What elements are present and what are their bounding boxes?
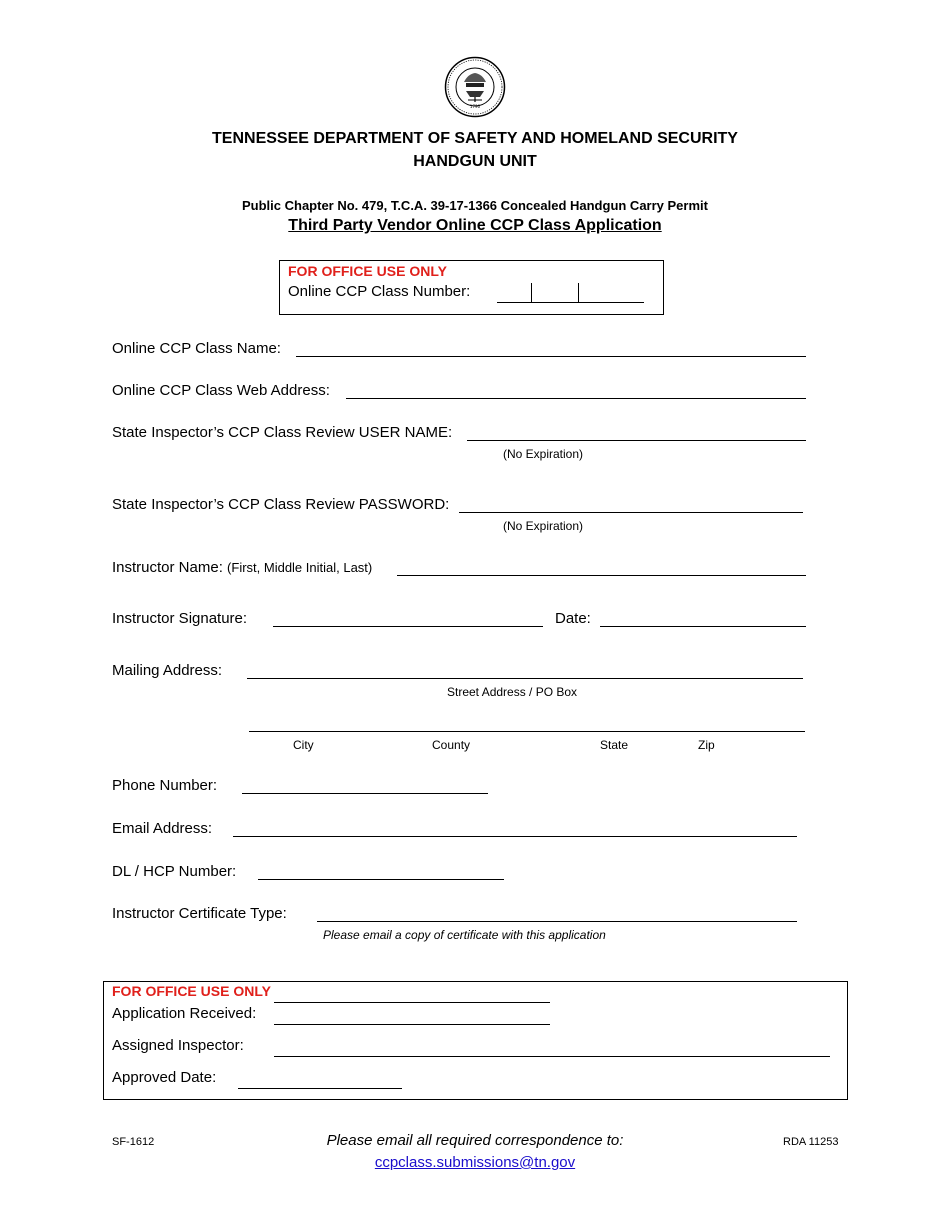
email-field[interactable] xyxy=(233,836,797,837)
office-use-label-bottom: FOR OFFICE USE ONLY xyxy=(112,983,271,999)
username-field[interactable] xyxy=(467,440,806,441)
instructor-name-text: Instructor Name: xyxy=(112,559,223,576)
dl-hcp-label: DL / HCP Number: xyxy=(112,863,237,880)
seal-graphic xyxy=(444,56,506,118)
approved-date-field[interactable] xyxy=(238,1088,402,1089)
class-name-field[interactable] xyxy=(296,356,806,357)
cert-type-label: Instructor Certificate Type: xyxy=(112,905,287,922)
state-hint: State xyxy=(600,738,629,752)
approved-date-label: Approved Date: xyxy=(112,1069,217,1086)
signature-field[interactable] xyxy=(273,626,543,627)
password-field[interactable] xyxy=(459,512,803,513)
class-name-label: Online CCP Class Name: xyxy=(112,340,281,357)
password-note: (No Expiration) xyxy=(503,519,584,533)
instructor-name-field[interactable] xyxy=(397,575,806,576)
department-title: TENNESSEE DEPARTMENT OF SAFETY AND HOMELAND SECURITY xyxy=(212,130,738,147)
correspondence-email-link[interactable] xyxy=(0,1154,950,1172)
street-hint: Street Address / PO Box xyxy=(447,685,578,699)
phone-field[interactable] xyxy=(242,793,488,794)
date-field[interactable] xyxy=(600,626,806,627)
zip-hint: Zip xyxy=(698,738,715,752)
web-address-field[interactable] xyxy=(346,398,806,399)
username-note: (No Expiration) xyxy=(503,447,584,461)
application-received-field[interactable] xyxy=(274,1024,550,1025)
date-label: Date: xyxy=(555,610,591,627)
form-title: Third Party Vendor Online CCP Class Application xyxy=(288,217,662,234)
web-address-label: Online CCP Class Web Address: xyxy=(112,382,330,399)
svg-text:1796: 1796 xyxy=(469,104,481,109)
class-number-field[interactable] xyxy=(497,302,644,303)
form-number: SF-1612 xyxy=(112,1136,155,1148)
class-number-divider-1 xyxy=(531,283,532,302)
correspondence-text: Please email all required correspondence to: xyxy=(326,1132,624,1149)
dl-hcp-field[interactable] xyxy=(258,879,504,880)
instructor-name-label xyxy=(112,559,372,576)
cert-note: Please email a copy of certificate with this application xyxy=(323,928,606,942)
signature-label: Instructor Signature: xyxy=(112,610,248,627)
class-number-label: Online CCP Class Number: xyxy=(288,283,471,300)
correspondence-email[interactable]: ccpclass.submissions@tn.gov xyxy=(374,1154,576,1171)
instructor-name-hint: (First, Middle Initial, Last) xyxy=(227,560,373,575)
unit-title: HANDGUN UNIT xyxy=(413,153,537,170)
state-seal xyxy=(444,56,506,118)
rda-number: RDA 11253 xyxy=(783,1136,839,1148)
mailing-address-label: Mailing Address: xyxy=(112,662,223,679)
street-address-field[interactable] xyxy=(247,678,803,679)
office-use-label: FOR OFFICE USE ONLY xyxy=(288,263,447,279)
assigned-inspector-label: Assigned Inspector: xyxy=(112,1037,244,1054)
office-use-box-bottom xyxy=(103,981,848,1100)
username-label: State Inspector’s CCP Class Review USER NAME: xyxy=(112,424,453,441)
county-hint: County xyxy=(432,738,471,752)
chapter-line: Public Chapter No. 479, T.C.A. 39-17-1366 Concealed Handgun Carry Permit xyxy=(242,198,708,213)
phone-label: Phone Number: xyxy=(112,777,218,794)
office-line-1[interactable] xyxy=(274,1002,550,1003)
email-label: Email Address: xyxy=(112,820,213,837)
office-use-box-top xyxy=(279,260,664,315)
cert-type-field[interactable] xyxy=(317,921,797,922)
application-received-label: Application Received: xyxy=(112,1005,257,1022)
city-hint: City xyxy=(293,738,314,752)
city-county-state-zip-field[interactable] xyxy=(249,731,805,732)
assigned-inspector-field[interactable] xyxy=(274,1056,830,1057)
password-label: State Inspector’s CCP Class Review PASSWORD: xyxy=(112,496,450,513)
class-number-divider-2 xyxy=(578,283,579,302)
